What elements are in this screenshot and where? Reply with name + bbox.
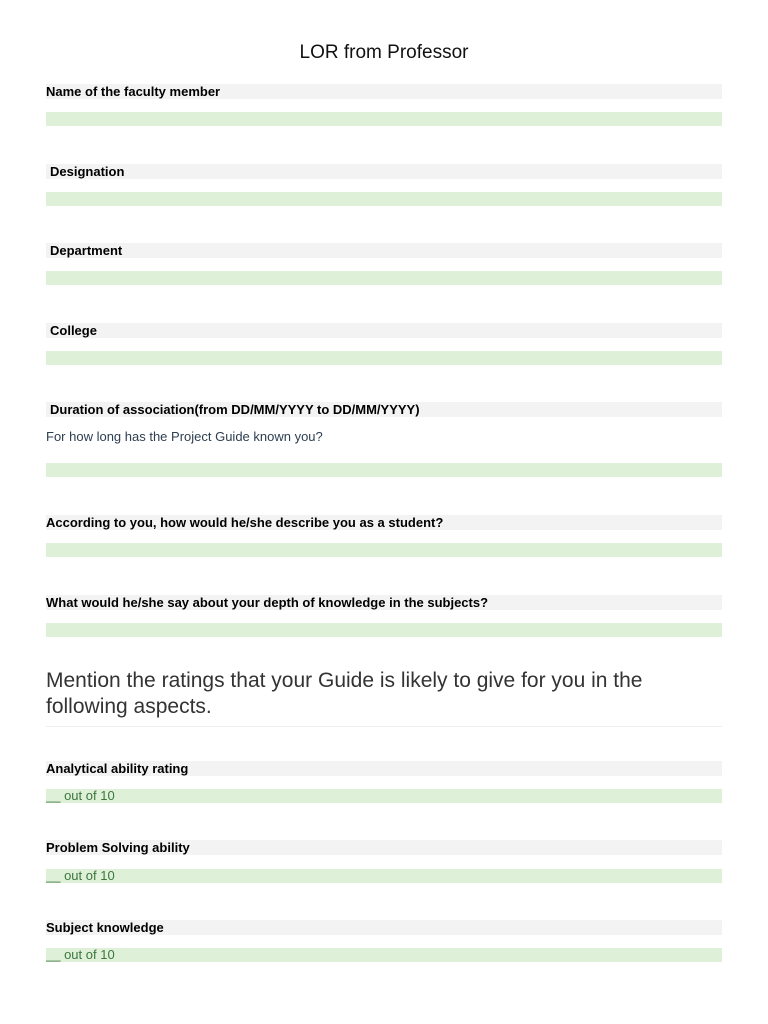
department-label: Department [46,243,722,258]
analytical-ability-label: Analytical ability rating [46,761,722,776]
duration-answer[interactable] [46,463,722,477]
faculty-name-answer[interactable] [46,112,722,126]
faculty-name-label: Name of the faculty member [46,84,722,99]
designation-label: Designation [46,164,722,179]
student-description-label: According to you, how would he/she describe you as a student? [46,515,722,530]
department-answer[interactable] [46,271,722,285]
problem-solving-label: Problem Solving ability [46,840,722,855]
subject-knowledge-answer[interactable]: __ out of 10 [46,948,722,962]
college-label: College [46,323,722,338]
page-title: LOR from Professor [299,42,469,63]
knowledge-depth-label: What would he/she say about your depth of knowledge in the subjects? [46,595,722,610]
college-answer[interactable] [46,351,722,365]
student-description-answer[interactable] [46,543,722,557]
problem-solving-answer[interactable]: __ out of 10 [46,869,722,883]
knowledge-depth-answer[interactable] [46,623,722,637]
subject-knowledge-label: Subject knowledge [46,920,722,935]
section-divider [46,726,722,727]
analytical-ability-answer[interactable]: __ out of 10 [46,789,722,803]
designation-answer[interactable] [46,192,722,206]
duration-help-text: For how long has the Project Guide known you? [46,429,323,444]
duration-label: Duration of association(from DD/MM/YYYY to DD/MM/YYYY) [46,402,722,417]
ratings-section-heading: Mention the ratings that your Guide is likely to give for you in the following aspects. [46,669,643,718]
